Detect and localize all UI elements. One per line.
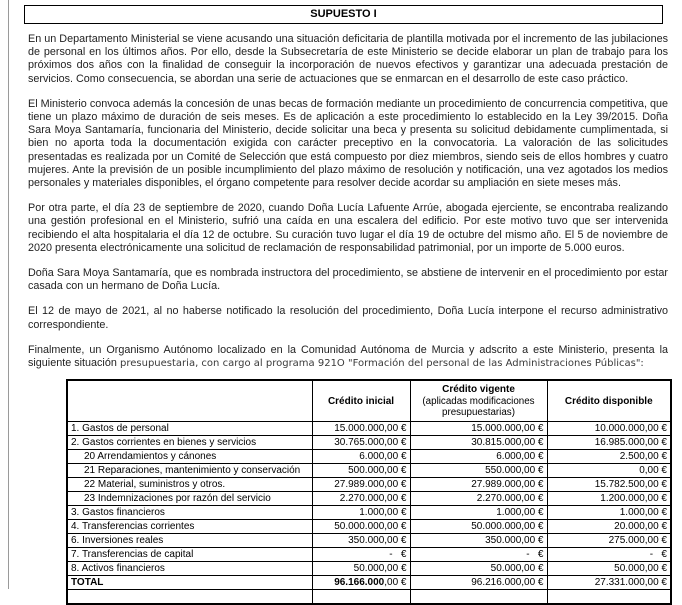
row-value: 27.989.000,00 € bbox=[312, 478, 410, 492]
row-value: 27.989.000,00 € bbox=[410, 478, 547, 492]
row-value: 50.000,00 € bbox=[312, 562, 410, 576]
row-label: 1. Gastos de personal bbox=[67, 422, 312, 436]
row-value: 500.000,00 € bbox=[312, 464, 410, 478]
row-value: - € bbox=[410, 548, 547, 562]
paragraph: El 12 de mayo de 2021, al no haberse notificado la resolución del procedimiento, Doña Lucía interpone el recurso administrativo correspondiente. bbox=[28, 305, 668, 331]
row-value: 50.000.000,00 € bbox=[312, 520, 410, 534]
row-value: 2.270.000,00 € bbox=[410, 492, 547, 506]
cutoff-cell bbox=[410, 590, 547, 605]
paragraph: El Ministerio convoca además la concesión de unas becas de formación mediante un procedimiento de concurrencia competitiva, que tiene un plazo máximo de duración de seis meses. Es de aplicación a este procedimiento lo establecido en la Ley 39/2015. Doña Sara Moya Santamaría, funcionaria del Ministerio, decide solicitar una beca y presenta su solicitud debidamente cumplimentada, si bien no aporta toda la documentación exigida con carácter preceptivo en la convocatoria. La valoración de las solicitudes presentadas es realizada por un Comité de Selección que está compuesto por diez miembros, siendo seis de ellos hombres y cuatro mujeres. Ante la previsión de un posible incumplimiento del plazo máximo de resolución y notificación, una vez agotados los medios personales y materiales disponibles, el órgano competente para resolver decide acordar su ampliación en siete meses más. bbox=[28, 97, 668, 190]
row-value: 50.000.000,00 € bbox=[410, 520, 547, 534]
row-value: 15.000.000,00 € bbox=[410, 422, 547, 436]
row-value: 2.500,00 € bbox=[547, 450, 671, 464]
final-paragraph-tail: presupuestaria, con cargo al programa 921O "Formación del personal de las Administraciones Públicas": bbox=[116, 358, 644, 370]
row-label: TOTAL bbox=[67, 576, 312, 590]
row-label: 23 Indemnizaciones por razón del servicio bbox=[67, 492, 312, 506]
table-row bbox=[67, 506, 671, 520]
table-row bbox=[67, 562, 671, 576]
paragraph: Por otra parte, el día 23 de septiembre de 2020, cuando Doña Lucía Lafuente Arrúe, abogada ejerciente, se encontraba realizando una gestión profesional en el Ministerio, sufrió una caída en una escalera del edificio. Por este motivo tuvo que ser intervenida recibiendo el alta hospitalaria el día 12 de octubre. Su curación tuvo lugar el día 19 de octubre del mismo año. El 5 de noviembre de 2020 presenta electrónicamente una solicitud de reclamación de responsabilidad patrimonial, por un importe de 5.000 euros. bbox=[28, 202, 668, 254]
table-row bbox=[67, 422, 671, 436]
final-paragraph-main: Finalmente, un Organismo Autónomo localizado en la Comunidad Autónoma de Murcia y adscrito a este Ministerio, presenta la siguiente situación bbox=[28, 343, 668, 370]
row-value: 1.000,00 € bbox=[410, 506, 547, 520]
table-row bbox=[67, 520, 671, 534]
row-value: 350.000,00 € bbox=[312, 534, 410, 548]
row-label: 4. Transferencias corrientes bbox=[67, 520, 312, 534]
table-row bbox=[67, 464, 671, 478]
credito-vigente-title: Crédito vigente bbox=[442, 384, 515, 396]
budget-table bbox=[66, 379, 672, 605]
paragraph-final bbox=[28, 344, 668, 370]
col-header-empty bbox=[67, 380, 312, 422]
row-label: 8. Activos financieros bbox=[67, 562, 312, 576]
table-row bbox=[67, 534, 671, 548]
col-header-credito-disponible: Crédito disponible bbox=[547, 380, 671, 422]
table-row-cutoff bbox=[67, 590, 671, 605]
col-header-credito-inicial: Crédito inicial bbox=[312, 380, 410, 422]
row-label: 6. Inversiones reales bbox=[67, 534, 312, 548]
cutoff-cell bbox=[312, 590, 410, 605]
col-header-credito-vigente bbox=[410, 380, 547, 422]
document-title: SUPUESTO I bbox=[310, 8, 377, 20]
row-label: 22 Material, suministros y otros. bbox=[67, 478, 312, 492]
row-value: 6.000,00 € bbox=[410, 450, 547, 464]
row-value: 20.000,00 € bbox=[547, 520, 671, 534]
row-value: 1.200.000,00 € bbox=[547, 492, 671, 506]
table-row bbox=[67, 492, 671, 506]
row-value: 1.000,00 € bbox=[547, 506, 671, 520]
page-edge-line bbox=[8, 0, 9, 589]
row-value: - € bbox=[312, 548, 410, 562]
row-value: 16.985.000,00 € bbox=[547, 436, 671, 450]
row-label: 3. Gastos financieros bbox=[67, 506, 312, 520]
row-value: 96.216.000,00 € bbox=[410, 576, 547, 590]
row-value: 96.166.000,00 € bbox=[312, 576, 410, 590]
table-row-total bbox=[67, 576, 671, 590]
row-value: 30.765.000,00 € bbox=[312, 436, 410, 450]
row-value: 30.815.000,00 € bbox=[410, 436, 547, 450]
row-value: 2.270.000,00 € bbox=[312, 492, 410, 506]
paragraph: Doña Sara Moya Santamaría, que es nombrada instructora del procedimiento, se abstiene de intervenir en el procedimiento por estar casada con un hermano de Doña Lucía. bbox=[28, 267, 668, 293]
row-label: 2. Gastos corrientes en bienes y servicios bbox=[67, 436, 312, 450]
row-label: 21 Reparaciones, mantenimiento y conservación bbox=[67, 464, 312, 478]
table-row bbox=[67, 548, 671, 562]
table-row bbox=[67, 450, 671, 464]
row-value: 550.000,00 € bbox=[410, 464, 547, 478]
document-content bbox=[28, 5, 668, 588]
row-value: 10.000.000,00 € bbox=[547, 422, 671, 436]
cutoff-cell bbox=[547, 590, 671, 605]
row-value: 0,00 € bbox=[547, 464, 671, 478]
row-label: 20 Arrendamientos y cánones bbox=[67, 450, 312, 464]
table-row bbox=[67, 436, 671, 450]
row-value: 15.000.000,00 € bbox=[312, 422, 410, 436]
row-value: 50.000,00 € bbox=[410, 562, 547, 576]
row-value: 1.000,00 € bbox=[312, 506, 410, 520]
row-value: 350.000,00 € bbox=[410, 534, 547, 548]
row-value: 50.000,00 € bbox=[547, 562, 671, 576]
paragraph: En un Departamento Ministerial se viene acusando una situación deficitaria de plantilla motivada por el incremento de las jubilaciones de personal en los últimos años. Por ello, desde la Subsecretaría de este Ministerio se decide elaborar un plan de trabajo para los próximos dos años con la finalidad de conseguir la incorporación de nuevos efectivos y garantizar una adecuada prestación de servicios. Como consecuencia, se abordan una serie de actuaciones que se enmarcan en el desarrollo de este caso práctico. bbox=[28, 33, 668, 85]
row-value: 15.782.500,00 € bbox=[547, 478, 671, 492]
row-label: 7. Transferencias de capital bbox=[67, 548, 312, 562]
table-header-row bbox=[67, 380, 671, 422]
cutoff-cell bbox=[67, 590, 312, 605]
table-body bbox=[67, 422, 671, 605]
row-value: 275.000,00 € bbox=[547, 534, 671, 548]
row-value: 27.331.000,00 € bbox=[547, 576, 671, 590]
credito-vigente-subtitle: (aplicadas modificaciones presupuestarias) bbox=[422, 395, 535, 419]
document-title-box bbox=[24, 5, 663, 24]
budget-table-wrap bbox=[66, 379, 670, 588]
table-row bbox=[67, 478, 671, 492]
row-value: 6.000,00 € bbox=[312, 450, 410, 464]
row-value: - € bbox=[547, 548, 671, 562]
